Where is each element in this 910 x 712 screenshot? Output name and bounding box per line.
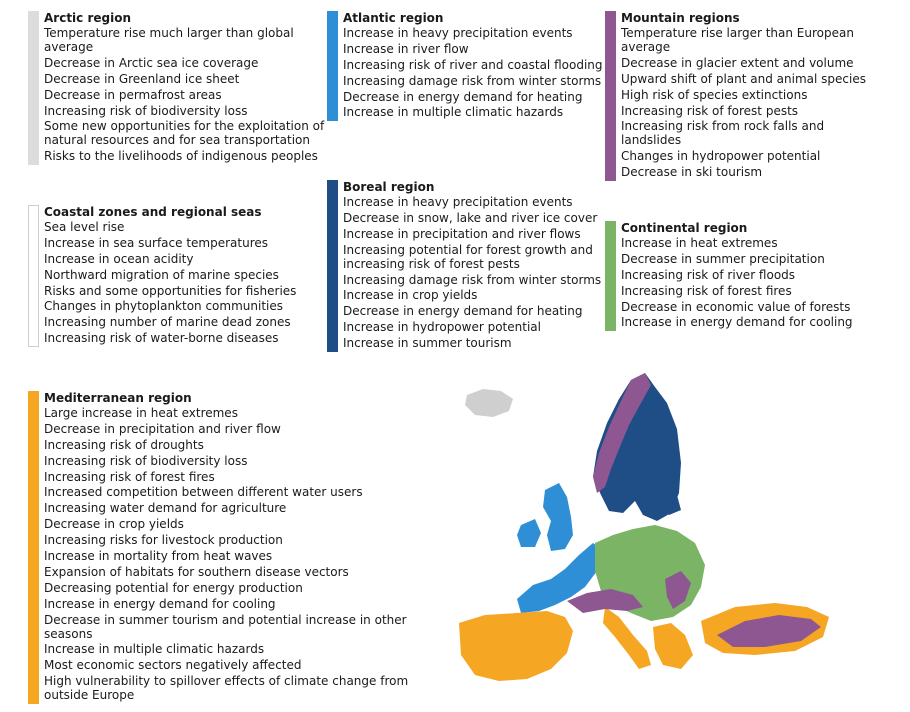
impact-item: Decrease in precipitation and river flow [44,421,281,436]
coastal-color-bar [28,205,39,347]
impact-item: Increase in mortality from heat waves [44,549,273,564]
impact-item: Increase in energy demand for cooling [44,596,276,611]
impact-item: Increase in energy demand for cooling [621,315,853,330]
impact-item: Increase in heavy precipitation events [343,195,573,209]
impact-item: Increasing risk of water-borne diseases [44,331,279,346]
impact-item: Increase in crop yields [343,288,478,303]
impact-item: Northward migration of marine species [44,267,279,282]
impact-item: Increase in multiple climatic hazards [343,105,564,120]
mountain-color-bar [605,11,616,181]
impact-item: Increase in sea surface temperatures [44,235,268,250]
impact-item: Increased competition between different water users [44,485,363,500]
impact-item: Decrease in snow, lake and river ice cover [343,210,598,225]
impact-item: Temperature rise larger than European average [621,26,854,54]
mediterranean-impacts-list [44,406,454,702]
impact-item: Decrease in summer tourism and potential increase in other seasons [44,612,407,641]
continental-color-bar [605,221,616,331]
impact-item: Increase in ocean acidity [44,251,194,266]
impact-item: Increasing risk of river floods [621,267,796,282]
mountain-region-title: Mountain regions [621,11,740,25]
impact-item: Risks to the livelihoods of indigenous peoples [44,149,318,164]
continental-region-title: Continental region [621,221,748,235]
impact-item: Increasing risk of river and coastal flooding [343,57,603,72]
impact-item: Decrease in permafrost areas [44,87,222,102]
boreal-region-title: Boreal region [343,180,435,194]
impact-item: Risks and some opportunities for fisheries [44,283,297,298]
impact-item: Increasing risk of forest pests [621,103,799,118]
impact-item: Decrease in summer precipitation [621,251,825,266]
impact-item: Increase in precipitation and river flows [343,226,581,241]
impact-item: Increasing risk of droughts [44,437,204,452]
impact-item: Increase in summer tourism [343,336,512,351]
boreal-color-bar [327,180,338,352]
impact-item: Increasing damage risk from winter storms [343,272,602,287]
continental-region-block [605,221,873,331]
continental-impacts-list [621,236,873,329]
atlantic-region-block [327,11,605,121]
coastal-impacts-list [44,220,329,345]
impact-item: Sea level rise [44,220,125,234]
impact-item: Changes in hydropower potential [621,149,821,164]
europe-climate-regions-map [455,365,835,690]
atlantic-region-title: Atlantic region [343,11,444,25]
mountain-impacts-list [621,26,873,179]
coastal-region-title: Coastal zones and regional seas [44,205,262,219]
impact-item: Some new opportunities for the exploitation of natural resources and for sea transportation [44,119,325,148]
impact-item: Decrease in Arctic sea ice coverage [44,55,259,70]
impact-item: Decrease in Greenland ice sheet [44,71,240,86]
atlantic-color-bar [327,11,338,121]
impact-item: Decrease in crop yields [44,517,184,532]
map-iceland-arctic [465,389,513,417]
impact-item: Increase in hydropower potential [343,320,541,335]
atlantic-impacts-list [343,26,605,119]
impact-item: Increase in heavy precipitation events [343,26,573,40]
arctic-color-bar [28,11,39,165]
impact-item: Increasing damage risk from winter storms [343,73,602,88]
mediterranean-color-bar [28,391,39,704]
map-ireland-atlantic [517,519,541,547]
impact-item: Upward shift of plant and animal species [621,71,866,86]
impact-item: Decrease in energy demand for heating [343,304,583,319]
impact-item: Temperature rise much larger than global average [44,26,294,54]
arctic-impacts-list [44,26,329,163]
impact-item: Increasing potential for forest growth and increasing risk of forest pests [343,242,593,271]
impact-item: Increasing risks for livestock production [44,533,283,548]
arctic-region-title: Arctic region [44,11,132,25]
impact-item: High risk of species extinctions [621,87,808,102]
impact-item: Increasing risk of forest fires [44,469,215,484]
impact-item: High vulnerability to spillover effects of climate change from outside Europe [44,674,409,703]
impact-item: Increasing water demand for agriculture [44,501,287,516]
map-iberia-mediterranean [459,611,573,681]
arctic-region-block [28,11,329,165]
coastal-region-block [28,205,329,347]
boreal-impacts-list [343,195,605,350]
impact-item: Increasing risk from rock falls and landslides [621,119,825,148]
mediterranean-region-block [28,391,454,704]
impact-item: Most economic sectors negatively affected [44,658,302,673]
impact-item: Increasing number of marine dead zones [44,315,291,330]
mediterranean-region-title: Mediterranean region [44,391,192,405]
impact-item: Expansion of habitats for southern disease vectors [44,564,349,579]
impact-item: Increasing risk of biodiversity loss [44,453,248,468]
impact-item: Increase in heat extremes [621,236,778,250]
impact-item: Decreasing potential for energy production [44,580,303,595]
impact-item: Increase in river flow [343,41,469,56]
impact-item: Decrease in energy demand for heating [343,89,583,104]
boreal-region-block [327,180,605,352]
map-uk-atlantic [543,483,573,551]
impact-item: Decrease in ski tourism [621,165,763,180]
impact-item: Increasing risk of biodiversity loss [44,103,248,118]
impact-item: Decrease in glacier extent and volume [621,55,854,70]
impact-item: Decrease in economic value of forests [621,299,851,314]
mountain-region-block [605,11,873,181]
impact-item: Increase in multiple climatic hazards [44,642,265,657]
impact-item: Changes in phytoplankton communities [44,299,283,314]
impact-item: Large increase in heat extremes [44,406,238,420]
impact-item: Increasing risk of forest fires [621,283,792,298]
